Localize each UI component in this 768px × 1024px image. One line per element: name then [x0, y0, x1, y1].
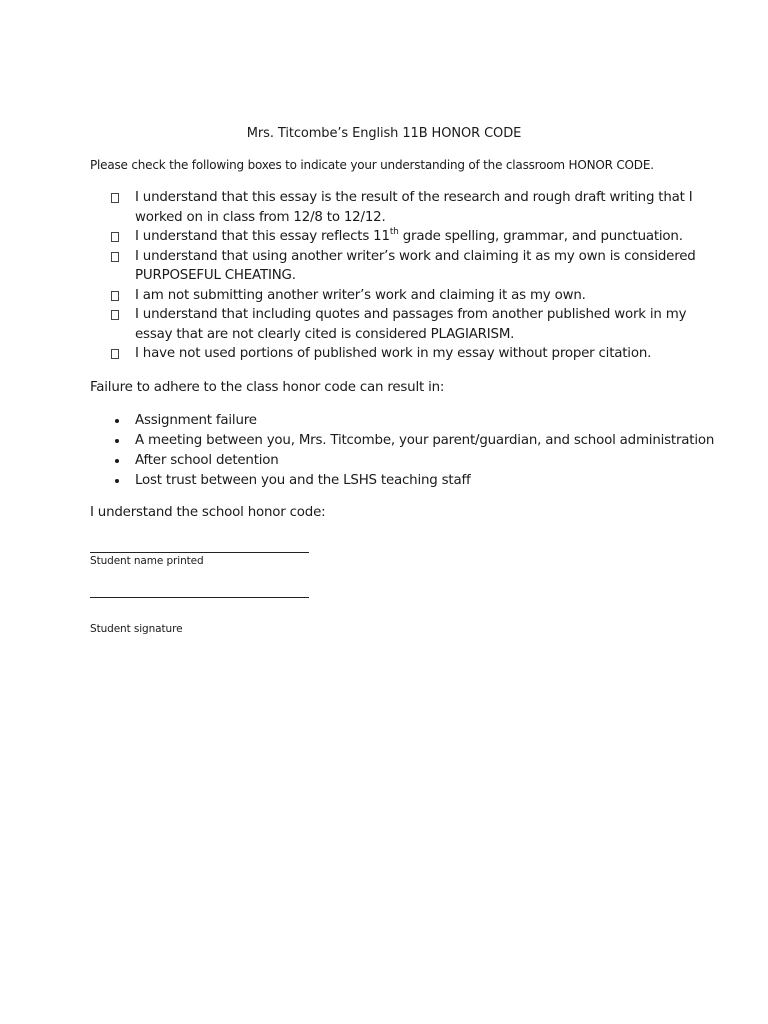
checkbox[interactable] [111, 252, 119, 262]
list-item-text: Assignment failure [135, 413, 257, 428]
consequences-list [0, 411, 768, 491]
checkbox[interactable] [111, 291, 119, 301]
checklist-item-text: I am not submitting another writer’s work and claiming it as my own. [135, 287, 586, 303]
bullet-icon [115, 459, 119, 463]
checklist-item-text: I understand that this essay is the result of the research and rough draft writing that I [135, 190, 693, 205]
bullet-icon [115, 479, 119, 483]
list-item-text: After school detention [135, 453, 279, 468]
honor-code-checklist [0, 188, 768, 364]
checklist-item-text: I have not used portions of published work in my essay without proper citation. [135, 346, 652, 361]
checkbox[interactable] [111, 310, 119, 320]
intro-text: Please check the following boxes to indicate your understanding of the classroom HONOR CODE. [90, 158, 654, 172]
checklist-item-text: I understand that including quotes and passages from another published work in my [135, 307, 687, 322]
list-item-text: A meeting between you, Mrs. Titcombe, your parent/guardian, and school administration [135, 433, 715, 448]
checklist-item-text: essay that are not clearly cited is considered PLAGIARISM. [135, 326, 515, 342]
signature-blank-line[interactable] [90, 597, 309, 598]
student-name-label: Student name printed [90, 555, 204, 567]
checklist-item-text: worked on in class from 12/8 to 12/12. [135, 209, 386, 225]
checklist-item [0, 247, 768, 286]
bullet-icon [115, 419, 119, 423]
checklist-item [0, 227, 768, 247]
checklist-item-text: PURPOSEFUL CHEATING. [135, 268, 296, 283]
list-item [0, 411, 768, 431]
list-item-text: Lost trust between you and the LSHS teaching staff [135, 473, 471, 488]
superscript: th [389, 227, 399, 237]
name-blank-line[interactable] [90, 552, 309, 553]
text-segment: grade spelling, grammar, and punctuation. [398, 229, 683, 244]
checklist-item [0, 344, 768, 364]
checklist-item [0, 286, 768, 306]
list-item [0, 431, 768, 451]
list-item [0, 471, 768, 491]
bullet-icon [115, 439, 119, 443]
student-signature-label: Student signature [90, 623, 183, 635]
failure-heading: Failure to adhere to the class honor code can result in: [90, 380, 445, 395]
text-segment: I understand that this essay reflects 11 [135, 229, 390, 244]
checkbox[interactable] [111, 232, 119, 242]
page-title: Mrs. Titcombe’s English 11B HONOR CODE [246, 126, 522, 141]
checklist-item-text [135, 227, 683, 247]
checklist-item-text: I understand that using another writer’s work and claiming it as my own is considered [135, 248, 696, 264]
checkbox[interactable] [111, 193, 119, 203]
checklist-item [0, 305, 768, 344]
checkbox[interactable] [111, 349, 119, 359]
checklist-item [0, 188, 768, 227]
acknowledgement-text: I understand the school honor code: [90, 505, 326, 520]
list-item [0, 451, 768, 471]
